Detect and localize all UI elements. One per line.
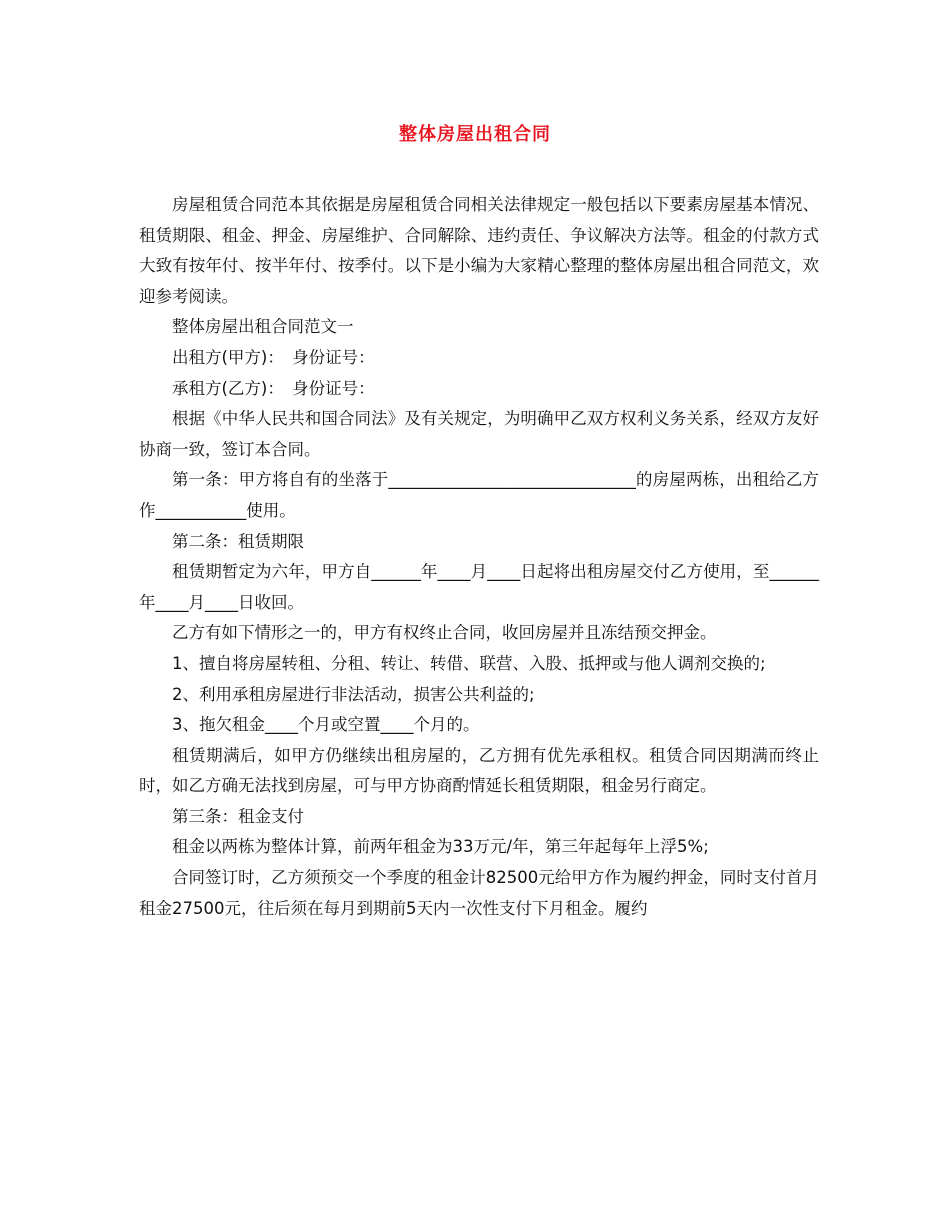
paragraph-termination: 乙方有如下情形之一的，甲方有权终止合同，收回房屋并且冻结预交押金。 [172,623,717,643]
paragraph-lessor: 出租方(甲方)： 身份证号： [172,347,375,367]
paragraph-intro: 房屋租赁合同范本其依据是房屋租赁合同相关法律规定一般包括以下要素房屋基本情况、租赁期限、租金、押金、房屋维护、合同解除、违约责任、争议解决方法等。租金的付款方式大致有按年付、按半年付、按季付。以下是小编为大家精心整理的整体房屋出租合同范文，欢迎参考阅读。 [139,195,819,306]
paragraph-clause-2: 2、利用承租房屋进行非法活动，损害公共利益的; [172,684,535,704]
paragraph-article-2-heading: 第二条：租赁期限 [172,531,304,551]
document-title: 整体房屋出租合同 [399,124,551,145]
paragraph-lessee: 承租方(乙方)： 身份证号： [172,378,375,398]
paragraph-deposit: 合同签订时，乙方须预交一个季度的租金计82500元给甲方作为履约押金，同时支付首月租金27500元，往后须在每月到期前5天内一次性支付下月租金。履约 [139,868,819,918]
paragraph-article-3-heading: 第三条：租金支付 [172,806,304,826]
paragraph-clause-1: 1、擅自将房屋转租、分租、转让、转借、联营、入股、抵押或与他人调剂交换的; [172,653,766,673]
paragraph-article-1: 第一条：甲方将自有的坐落于______________________________的房屋两栋，出租给乙方作___________使用。 [139,470,819,520]
paragraph-rent-amount: 租金以两栋为整体计算，前两年租金为33万元/年，第三年起每年上浮5%; [172,837,709,857]
paragraph-lease-term: 租赁期暂定为六年，甲方自______年____月____日起将出租房屋交付乙方使用，至______年____月____日收回。 [139,562,819,612]
document-body [139,190,819,924]
paragraph-basis: 根据《中华人民共和国合同法》及有关规定，为明确甲乙双方权利义务关系，经双方友好协商一致，签订本合同。 [139,409,819,459]
paragraph-clause-3: 3、拖欠租金____个月或空置____个月的。 [172,715,480,735]
paragraph-sample-heading: 整体房屋出租合同范文一 [172,317,354,337]
paragraph-renewal: 租赁期满后，如甲方仍继续出租房屋的，乙方拥有优先承租权。租赁合同因期满而终止时，如乙方确无法找到房屋，可与甲方协商酌情延长租赁期限，租金另行商定。 [139,745,819,796]
